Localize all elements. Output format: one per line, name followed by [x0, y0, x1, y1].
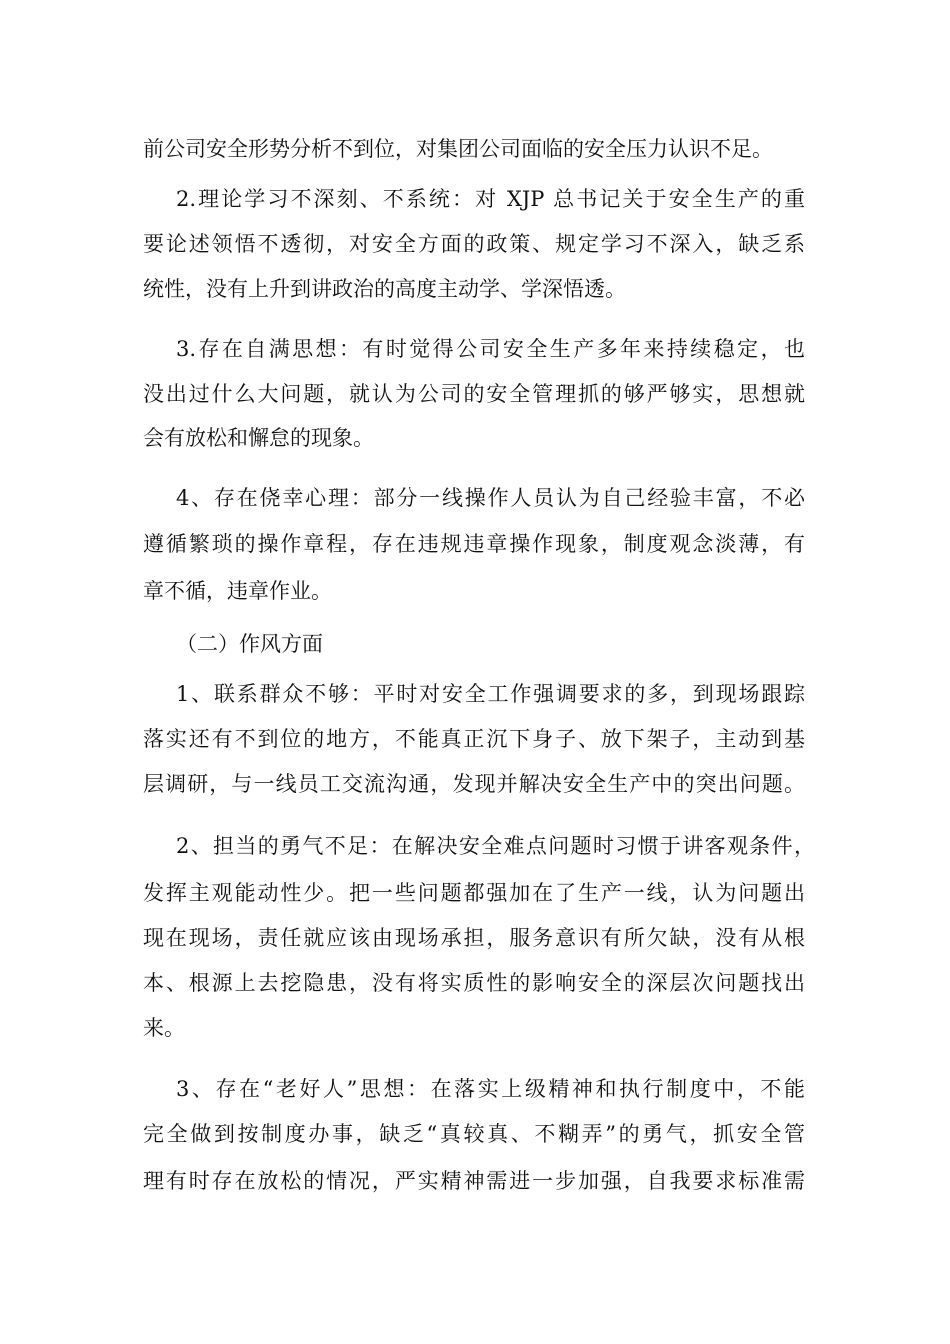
text-line: 没出过什么大问题，就认为公司的安全管理抓的够严够实，思想就	[143, 382, 805, 406]
text-line: 落实还有不到位的地方，不能真正沉下身子、放下架子，主动到基	[143, 727, 805, 751]
text-line: 4、存在侥幸心理：部分一线操作人员认为自己经验丰富，不必	[176, 486, 805, 510]
text-line: 会有放松和懈怠的现象。	[143, 426, 374, 450]
text-line: 3、存在“老好人”思想：在落实上级精神和执行制度中，不能	[176, 1077, 805, 1101]
text-line: 层调研，与一线员工交流沟通，发现并解决安全生产中的突出问题。	[143, 772, 805, 796]
text-line: 统性，没有上升到讲政治的高度主动学、学深悟透。	[143, 277, 626, 301]
text-line: 来。	[143, 1016, 185, 1040]
text-line: 理有时存在放松的情况，严实精神需进一步加强，自我要求标准需	[143, 1169, 805, 1193]
text-line: 现在现场，责任就应该由现场承担，服务意识有所欠缺，没有从根	[143, 926, 805, 950]
text-line: 前公司安全形势分析不到位，对集团公司面临的安全压力认识不足。	[143, 137, 773, 161]
text-line: 要论述领悟不透彻，对安全方面的政策、规定学习不深入，缺乏系	[143, 232, 805, 256]
section-heading: （二）作风方面	[176, 632, 323, 656]
text-line: 2.理论学习不深刻、不系统：对 XJP 总书记关于安全生产的重	[176, 187, 805, 211]
text-line: 遵循繁琐的操作章程，存在违规违章操作现象，制度观念淡薄，有	[143, 532, 805, 556]
text-line: 3.存在自满思想：有时觉得公司安全生产多年来持续稳定，也	[176, 337, 805, 361]
text-line: 本、根源上去挖隐患，没有将实质性的影响安全的深层次问题找出	[143, 971, 805, 995]
text-line: 章不循，违章作业。	[143, 579, 332, 603]
text-line: 1、联系群众不够：平时对安全工作强调要求的多，到现场跟踪	[176, 682, 805, 706]
text-line: 完全做到按制度办事，缺乏“真较真、不糊弄”的勇气，抓安全管	[143, 1122, 805, 1146]
text-line: 2、担当的勇气不足：在解决安全难点问题时习惯于讲客观条件，	[176, 834, 815, 858]
text-line: 发挥主观能动性少。把一些问题都强加在了生产一线，认为问题出	[143, 881, 805, 905]
